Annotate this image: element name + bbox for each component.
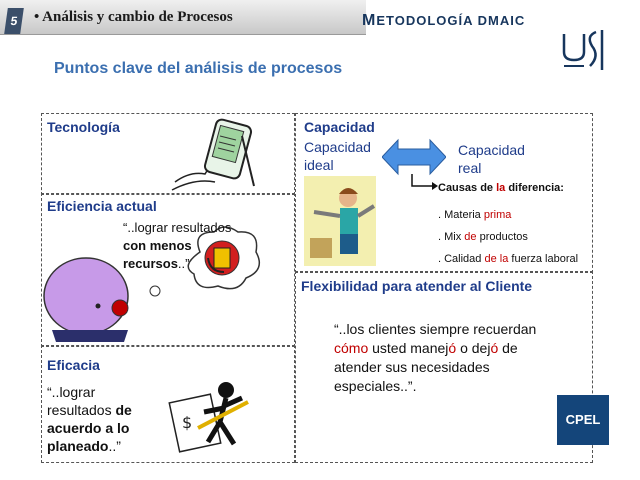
causes-title-a: Causas de [438,182,497,194]
capacidad-title: Capacidad [304,119,375,135]
flexibilidad-title: Flexibilidad para atender al Cliente [301,278,533,294]
causes-title [438,182,564,194]
svg-text:$: $ [182,413,193,432]
cause-item: . Materia prima [438,209,512,221]
flexibilidad-quote: “..los clientes siempre recuerdan cómo usted manejó o dejó de atender sus necesidades especiales..”. [334,320,584,396]
methodology-dmaic: DMAIC [477,13,526,28]
tecnologia-title: Tecnología [47,119,120,135]
causes-list [438,204,578,270]
slide-title: • Análisis y cambio de Procesos [34,9,233,25]
cause-item: . Mix de productos [438,231,528,243]
worker-with-tools-icon [304,176,376,266]
capacidad-real-line1: Capacidad [458,142,525,158]
worker-illustration [304,176,376,266]
capacidad-real-label [458,141,525,177]
handheld-device-icon [170,116,260,192]
eficacia-quote [47,383,177,455]
eficiencia-quote-end: ..” [177,256,190,271]
eficacia-line1: “..lograr [47,384,96,400]
usil-logo-mark [556,26,616,74]
connector-arrow-icon [408,174,438,190]
capacidad-ideal-label [304,138,371,174]
eficiencia-quote-bold: recursos [123,256,178,271]
cpel-logo: CPEL [557,395,609,445]
capacidad-ideal-line2: ideal [304,157,334,173]
causes-title-c: diferencia: [505,182,564,194]
thought-bubble-dot-icon [148,284,162,298]
methodology-label [362,12,525,30]
eficiencia-quote-line2: con menos [123,238,192,253]
methodology-rest: ETODOLOGÍA [376,13,473,28]
capacidad-real-line2: real [458,160,482,176]
double-arrow-icon [382,138,446,176]
cause-item: . Calidad de la fuerza laboral [438,253,579,265]
usil-logo [556,26,616,74]
slide-number: 5 [4,8,24,34]
page-subtitle: Puntos clave del análisis de procesos [54,60,343,77]
capacidad-ideal-line1: Capacidad [304,139,371,155]
flexibilidad-line3: atender sus necesidades [334,359,490,375]
eficacia-line2b: de [115,402,132,418]
eficacia-line2a: resultados [47,402,116,418]
flexibilidad-line1: “..los clientes siempre recuerdan [334,321,537,337]
eficacia-title: Eficacia [47,357,100,373]
planning-figure-icon [168,378,252,456]
eficiencia-quote [123,219,273,273]
eficacia-line4a: planeado [47,438,109,454]
methodology-initial: M [362,12,377,29]
eficiencia-quote-line1: “..lograr resultados [123,220,232,235]
eficiencia-title: Eficiencia actual [47,198,157,214]
flexibilidad-line4: especiales..”. [334,378,417,394]
eficacia-line3: acuerdo a lo [47,420,130,436]
eficacia-line4b: ..” [108,438,121,454]
causes-title-b: la [496,182,506,194]
